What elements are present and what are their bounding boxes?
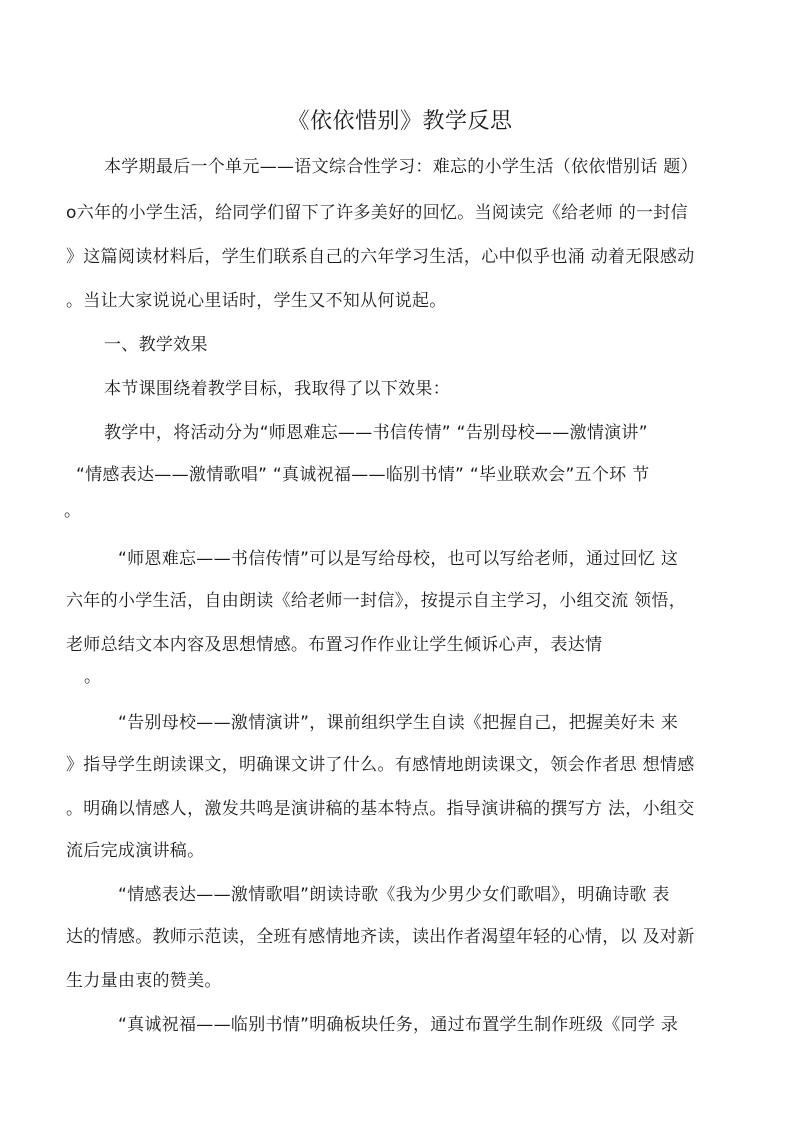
section-heading: 一、教学效果 xyxy=(104,335,208,355)
paragraph-line: 。当让大家说说心里话时，学生又不知从何说起。 xyxy=(66,291,447,311)
paragraph-line: “师恩难忘——书信传情”可以是写给母校，也可以写给老师，通过回忆 这 xyxy=(118,549,679,569)
paragraph-line: 本学期最后一个单元——语文综合性学习：难忘的小学生活（依依惜别话 题） xyxy=(104,157,698,177)
paragraph-line: 本节课围绕着教学目标，我取得了以下效果： xyxy=(104,379,450,399)
paragraph-line: “告别母校——激情演讲”，课前组织学生自读《把握自己，把握美好未 来 xyxy=(118,713,679,733)
document-title: 《依依惜别》教学反思 xyxy=(287,109,513,134)
paragraph-line: 达的情感。教师示范读，全班有感情地齐读，读出作者渴望年轻的心情，以 及对新 xyxy=(66,927,695,947)
paragraph-line: “情感表达——激情歌唱”朗读诗歌《我为少男少女们歌唱》，明确诗歌 表 xyxy=(118,885,670,905)
paragraph-line: 老师总结文本内容及思想情感。布置习作作业让学生倾诉心声，表达情 xyxy=(66,635,603,655)
paragraph-line: 流后完成演讲稿。 xyxy=(66,841,205,861)
paragraph-line: 》指导学生朗读课文，明确课文讲了什么。有感情地朗读课文，领会作者思 想情感 xyxy=(66,755,695,775)
paragraph-line: 》这篇阅读材料后，学生们联系自己的六年学习生活，心中似乎也涌 动着无限感动 xyxy=(66,247,695,267)
paragraph-line: 六年的小学生活，自由朗读《给老师一封信》，按提示自主学习，小组交流 领悟， xyxy=(66,591,687,611)
paragraph-line: 生力量由衷的赞美。 xyxy=(66,971,222,991)
paragraph-line: o六年的小学生活，给同学们留下了许多美好的回忆。当阅读完《给老师 的一封信 xyxy=(66,203,688,223)
paragraph-line: “情感表达——激情歌唱” “真诚祝福——临别书情” “毕业联欢会”五个环 节 xyxy=(76,465,650,485)
paragraph-line: 。 xyxy=(64,501,82,521)
paragraph-line: 。明确以情感人，激发共鸣是演讲稿的基本特点。指导演讲稿的撰写方 法，小组交 xyxy=(66,799,695,819)
paragraph-line: 教学中，将活动分为“师恩难忘——书信传情” “告别母校——激情演讲” xyxy=(104,423,648,443)
paragraph-line: 。 xyxy=(84,667,102,687)
paragraph-line: “真诚祝福——临别书情”明确板块任务，通过布置学生制作班级《同学 录 xyxy=(118,1015,679,1035)
